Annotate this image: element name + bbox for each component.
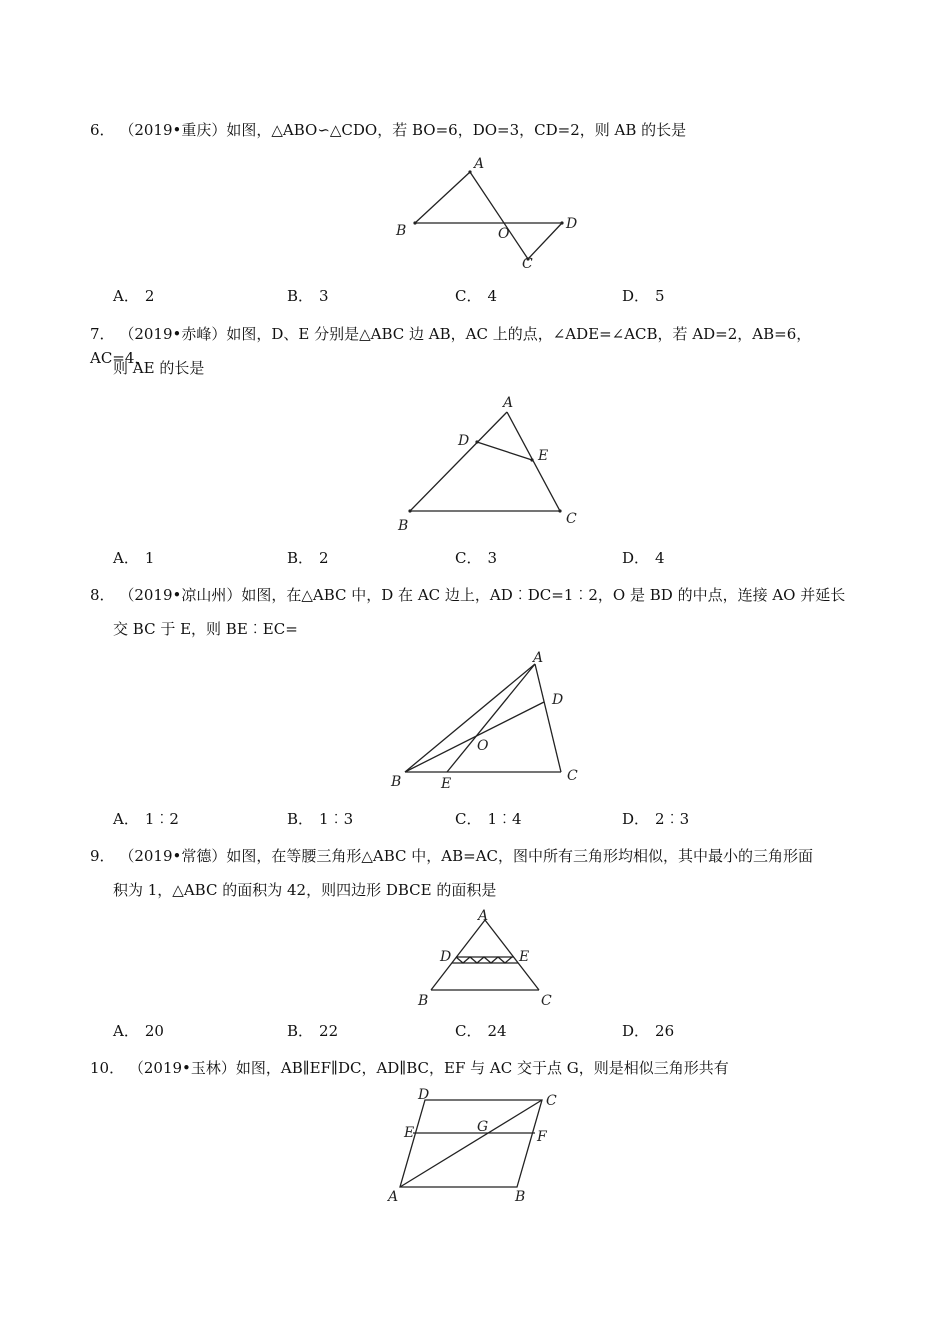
figure-q10: [380, 1085, 580, 1210]
label-C: C: [541, 993, 552, 1009]
option-c[interactable]: C． 1︰4: [455, 810, 522, 828]
label-A: A: [478, 908, 489, 924]
question-number: 8．: [90, 586, 115, 604]
option-a[interactable]: A． 1: [113, 549, 155, 567]
option-d[interactable]: D． 26: [622, 1022, 675, 1040]
label-B: B: [391, 774, 402, 790]
option-b[interactable]: B． 22: [287, 1022, 339, 1040]
option-d[interactable]: D． 5: [622, 287, 665, 305]
option-c[interactable]: C． 24: [455, 1022, 507, 1040]
option-c[interactable]: C． 4: [455, 287, 498, 305]
label-C: C: [546, 1093, 557, 1109]
question-text-line2: 则 AE 的长是: [113, 359, 205, 377]
figure-q7: [390, 390, 590, 535]
label-A: A: [533, 650, 544, 666]
label-E: E: [441, 776, 452, 792]
label-G: G: [477, 1119, 489, 1135]
label-O: O: [477, 738, 489, 754]
option-a[interactable]: A． 2: [113, 287, 155, 305]
question-text: （2019•赤峰）如图，D、E 分别是△ABC 边 AB，AC 上的点，∠ADE=∠ACB，若 AD=2，AB=6，AC=4，: [90, 325, 812, 367]
question-10-stem: [90, 1056, 870, 1080]
question-text: （2019•常德）如图，在等腰三角形△ABC 中，AB=AC，图中所有三角形均相似，其中最小的三角形面: [119, 847, 814, 865]
label-O: O: [498, 226, 510, 242]
question-text-line2: 积为 1，△ABC 的面积为 42，则四边形 DBCE 的面积是: [113, 881, 497, 899]
option-b[interactable]: B． 2: [287, 549, 329, 567]
label-A: A: [474, 156, 485, 172]
option-b[interactable]: B． 3: [287, 287, 329, 305]
label-E: E: [404, 1125, 415, 1141]
figure-q8: [385, 648, 600, 798]
option-b[interactable]: B． 1︰3: [287, 810, 354, 828]
question-number: 6．: [90, 121, 115, 139]
question-number: 10．: [90, 1059, 125, 1077]
question-number: 7．: [90, 325, 115, 343]
question-number: 9．: [90, 847, 115, 865]
label-A: A: [503, 395, 514, 411]
label-D: D: [458, 433, 470, 449]
option-d[interactable]: D． 4: [622, 549, 665, 567]
option-a[interactable]: A． 20: [113, 1022, 164, 1040]
label-D: D: [552, 692, 564, 708]
label-D: D: [440, 949, 452, 965]
label-C: C: [522, 256, 533, 272]
label-D: D: [566, 216, 578, 232]
figure-q9: [410, 905, 570, 1015]
label-A: A: [388, 1189, 399, 1205]
label-C: C: [567, 768, 578, 784]
label-B: B: [398, 518, 409, 534]
label-B: B: [396, 223, 407, 239]
question-9-stem: [90, 844, 870, 868]
label-E: E: [538, 448, 549, 464]
option-d[interactable]: D． 2︰3: [622, 810, 690, 828]
figure-q6: [380, 150, 620, 280]
label-F: F: [537, 1129, 547, 1145]
label-C: C: [566, 511, 577, 527]
question-6-stem: [90, 118, 870, 142]
option-c[interactable]: C． 3: [455, 549, 498, 567]
question-7-stem: [90, 322, 870, 370]
label-B: B: [418, 993, 429, 1009]
label-B: B: [515, 1189, 526, 1205]
question-8-stem: [90, 583, 870, 607]
question-text: （2019•凉山州）如图，在△ABC 中，D 在 AC 边上，AD︰DC=1︰2，O 是 BD 的中点，连接 AO 并延长: [119, 586, 846, 604]
question-text: （2019•玉林）如图，AB∥EF∥DC，AD∥BC，EF 与 AC 交于点 G，则是相似三角形共有: [128, 1059, 729, 1077]
question-text: （2019•重庆）如图，△ABO∽△CDO，若 BO=6，DO=3，CD=2，则 AB 的长是: [119, 121, 687, 139]
label-E: E: [519, 949, 530, 965]
question-text-line2: 交 BC 于 E，则 BE︰EC=: [113, 620, 298, 638]
option-a[interactable]: A． 1︰2: [113, 810, 179, 828]
label-D: D: [418, 1087, 430, 1103]
